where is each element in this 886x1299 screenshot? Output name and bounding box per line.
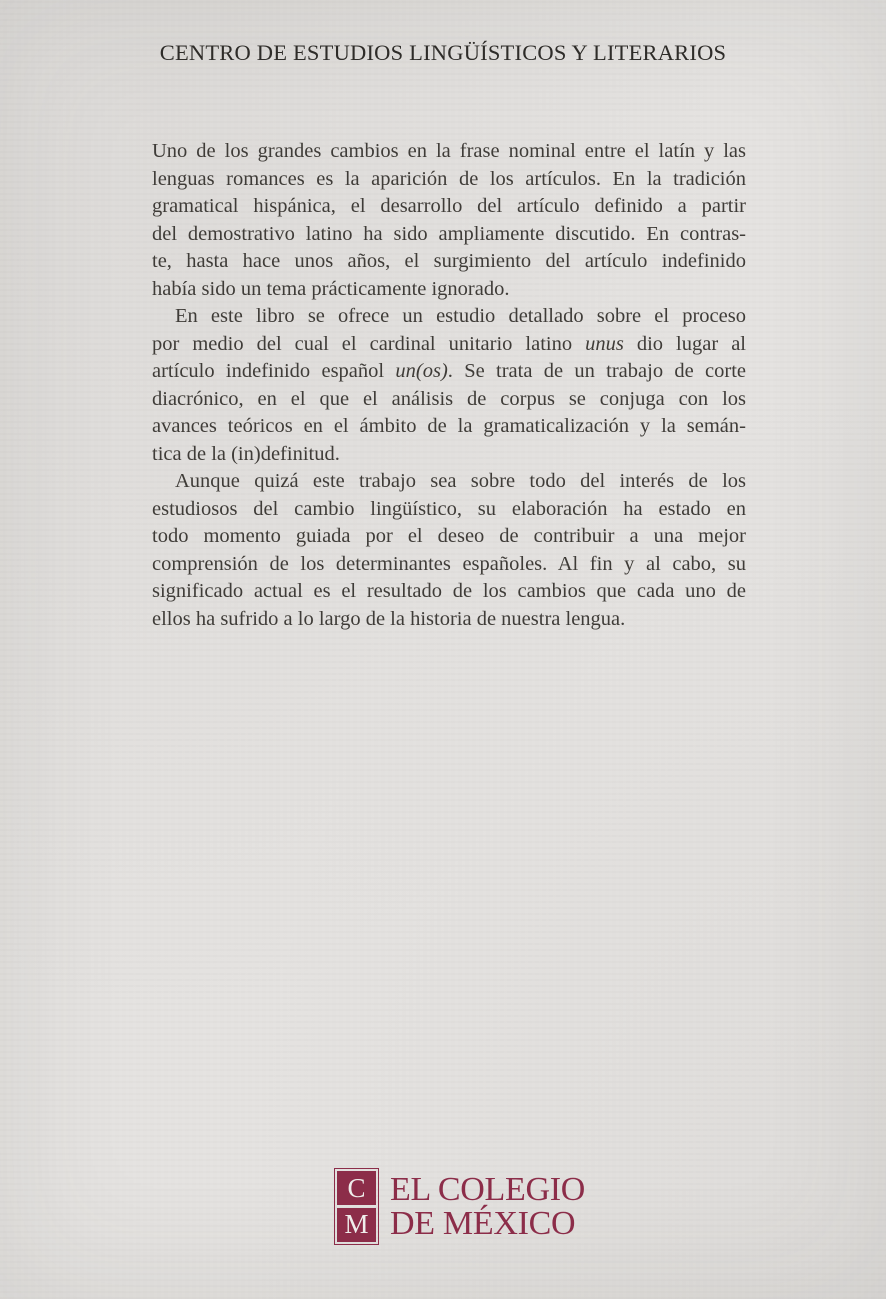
text-segment: tica de la (in)definitud.: [152, 442, 340, 465]
text-line: [152, 468, 746, 496]
text-line: [152, 331, 746, 359]
text-line: [152, 441, 746, 469]
text-line: [152, 606, 746, 634]
wordmark-line-2: DE MÉXICO: [390, 1204, 576, 1242]
text-segment: todo momento guiada por el deseo de contribuir a una mejor: [152, 525, 746, 547]
text-segment: En este libro se ofrece un estudio detallado sobre el proceso: [175, 305, 746, 327]
text-segment: del demostrativo latino ha sido ampliamente discutido. En contras-: [152, 222, 746, 245]
text-segment: . Se trata de un trabajo de corte: [447, 360, 746, 382]
text-segment: Aunque quizá este trabajo sea sobre todo del interés de los: [175, 470, 746, 492]
text-segment: dio lugar al: [623, 332, 746, 355]
text-line: [152, 303, 746, 331]
text-segment: Uno de los grandes cambios en la frase nominal entre el latín y las: [152, 140, 746, 162]
paragraph: [152, 468, 746, 633]
text-line: [152, 276, 746, 304]
text-line: [152, 496, 746, 524]
paragraph: [152, 303, 746, 468]
italic-term: un(os): [395, 360, 448, 382]
cover-heading: CENTRO DE ESTUDIOS LINGÜÍSTICOS Y LITERARIOS: [159, 40, 727, 65]
colmex-wordmark: [390, 1170, 585, 1242]
text-segment: comprensión de los determinantes españoles. Al fin y al cabo, su: [152, 552, 746, 575]
text-line: [152, 166, 746, 194]
text-line: [152, 138, 746, 166]
text-segment: ellos ha sufrido a lo largo de la historia de nuestra lengua.: [152, 607, 626, 630]
text-segment: por medio del cual el cardinal unitario latino: [152, 332, 586, 355]
text-line: [152, 248, 746, 276]
text-line: [152, 386, 746, 414]
text-segment: diacrónico, en el que el análisis de corpus se conjuga con los: [152, 387, 746, 410]
text-segment: avances teóricos en el ámbito de la gramaticalización y la semán-: [152, 415, 746, 437]
text-segment: gramatical hispánica, el desarrollo del artículo definido a partir: [152, 195, 746, 217]
colmex-monogram-icon: [334, 1168, 379, 1245]
text-segment: estudiosos del cambio lingüístico, su elaboración ha estado en: [152, 497, 746, 520]
text-line: [152, 578, 746, 606]
text-line: [152, 413, 746, 441]
text-segment: significado actual es el resultado de los cambios que cada uno de: [152, 580, 746, 602]
text-line: [152, 193, 746, 221]
monogram-letter-m: M: [337, 1208, 375, 1242]
colmex-logo: [334, 1168, 585, 1245]
text-line: [152, 358, 746, 386]
paragraph: [152, 138, 746, 303]
text-line: [152, 523, 746, 551]
monogram-letter-c: C: [337, 1171, 375, 1205]
italic-term: unus: [585, 332, 624, 355]
wordmark-line-1: EL COLEGIO: [390, 1170, 585, 1208]
text-segment: había sido un tema prácticamente ignorado.: [152, 277, 510, 300]
text-segment: artículo indefinido español: [152, 360, 396, 382]
text-segment: te, hasta hace unos años, el surgimiento del artículo indefinido: [152, 250, 746, 272]
text-line: [152, 551, 746, 579]
text-line: [152, 221, 746, 249]
book-blurb: [152, 138, 746, 633]
text-segment: lenguas romances es la aparición de los artículos. En la tradición: [152, 167, 746, 190]
